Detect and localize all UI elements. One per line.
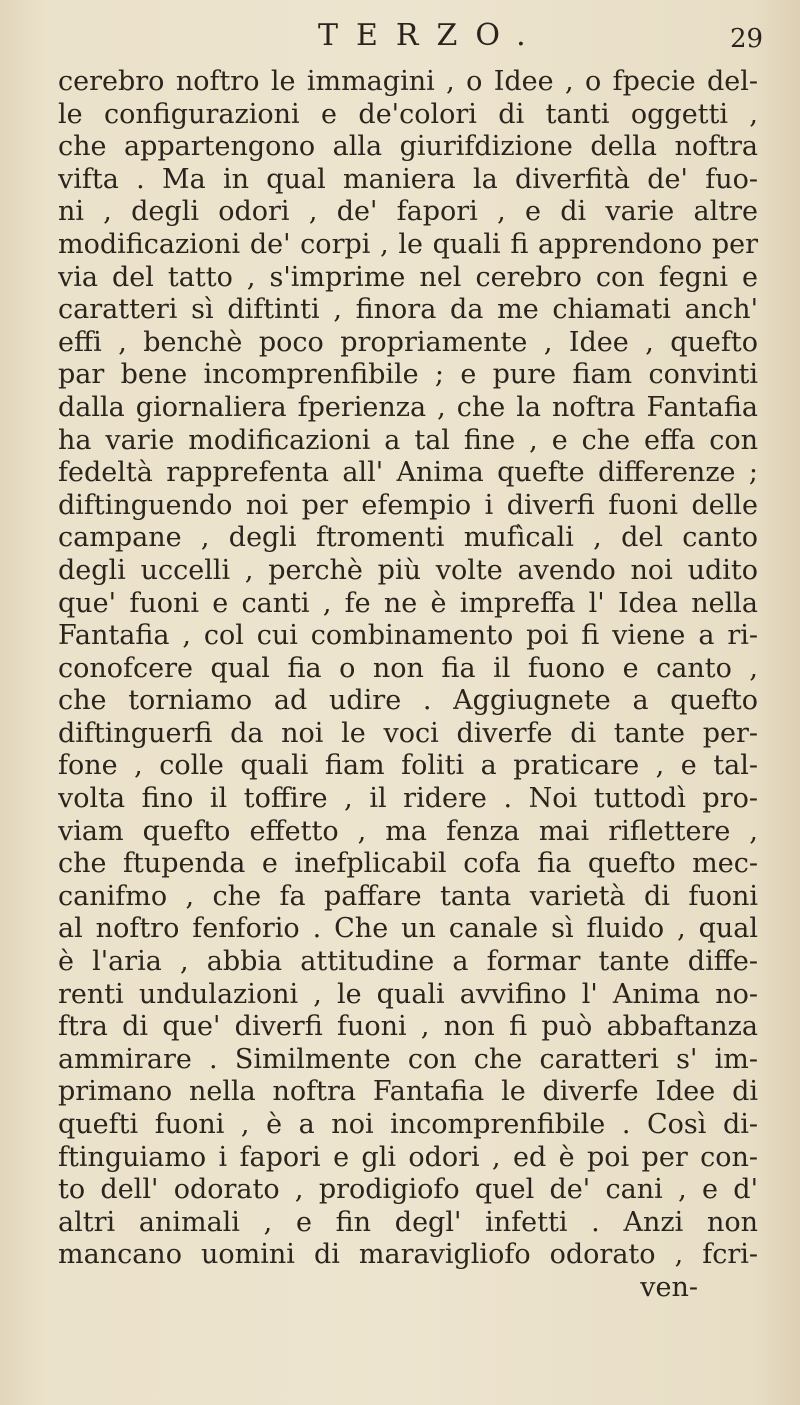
text-line: vifta . Ma in qual maniera la diverfità de' fuo- bbox=[58, 163, 758, 195]
text-line: ftinguiamo i fapori e gli odori , ed è poi per con- bbox=[58, 1141, 758, 1173]
text-line: primano nella noftra Fantafia le diverfe Idee di bbox=[58, 1076, 758, 1108]
text-line: mancano uomini di maravigliofo odorato , fcri- bbox=[58, 1239, 758, 1271]
text-line: ha varie modificazioni a tal fine , e che effa con bbox=[58, 424, 758, 456]
text-line: fone , colle quali fiam foliti a praticare , e tal- bbox=[58, 750, 758, 782]
text-line: fedeltà rapprefenta all' Anima quefte differenze ; bbox=[58, 457, 758, 489]
text-line: ammirare . Similmente con che caratteri s' im- bbox=[58, 1043, 758, 1075]
text-line: diftinguerfi da noi le voci diverfe di tante per- bbox=[58, 717, 758, 749]
text-line: ftra di que' diverfi fuoni , non fi può abbaftanza bbox=[58, 1011, 758, 1043]
text-line: modificazioni de' corpi , le quali fi apprendono per bbox=[58, 228, 758, 260]
text-line: cerebro noftro le immagini , o Idee , o fpecie del- bbox=[58, 66, 758, 97]
page-number: 29 bbox=[730, 24, 764, 54]
text-line: dalla giornaliera fperienza , che la noftra Fantafia bbox=[58, 391, 758, 423]
catchword: ven- bbox=[640, 1271, 698, 1303]
text-line: to dell' odorato , prodigiofo quel de' cani , e d' bbox=[58, 1174, 758, 1206]
text-line: canifmo , che fa paffare tanta varietà di fuoni bbox=[58, 880, 758, 912]
text-line: par bene incomprenfibile ; e pure fiam convinti bbox=[58, 359, 758, 391]
text-line: che appartengono alla giurifdizione della noftra bbox=[58, 131, 758, 163]
text-line: conofcere qual fia o non fia il fuono e canto , bbox=[58, 652, 758, 684]
text-line: al noftro fenforio . Che un canale sì fluido , qual bbox=[58, 913, 758, 945]
text-line: campane , degli ftromenti mufìcali , del canto bbox=[58, 522, 758, 554]
text-line: viam quefto effetto , ma fenza mai riflettere , bbox=[58, 815, 758, 847]
text-line: diftinguendo noi per efempio i diverfi fuoni delle bbox=[58, 489, 758, 521]
text-line: che torniamo ad udire . Aggiugnete a quefto bbox=[58, 685, 758, 717]
running-head bbox=[0, 18, 800, 62]
text-line: effi , benchè poco propriamente , Idee , quefto bbox=[58, 326, 758, 358]
text-line: renti undulazioni , le quali avvifino l' Anima no- bbox=[58, 978, 758, 1010]
body-text bbox=[58, 66, 758, 1305]
text-line: Fantafia , col cui combinamento poi fi viene a ri- bbox=[58, 620, 758, 652]
text-line: è l'aria , abbia attitudine a formar tante diffe- bbox=[58, 946, 758, 978]
text-line: degli uccelli , perchè più volte avendo noi udito bbox=[58, 554, 758, 586]
text-line: le configurazioni e de'colori di tanti oggetti , bbox=[58, 98, 758, 130]
text-line: che ftupenda e inefplicabil cofa fia quefto mec- bbox=[58, 848, 758, 880]
text-line: via del tatto , s'imprime nel cerebro con fegni e bbox=[58, 261, 758, 293]
text-line: ni , degli odori , de' fapori , e di varie altre bbox=[58, 196, 758, 228]
text-line: altri animali , e fin degl' infetti . Anzi non bbox=[58, 1206, 758, 1238]
text-line: caratteri sì diftinti , finora da me chiamati anch' bbox=[58, 294, 758, 326]
text-line: quefti fuoni , è a noi incomprenfibile . Così di- bbox=[58, 1109, 758, 1140]
text-line: volta fino il toffire , il ridere . Noi tuttodì pro- bbox=[58, 783, 758, 815]
text-line: que' fuoni e canti , fe ne è impreffa l' Idea nella bbox=[58, 587, 758, 619]
running-title: TERZO. bbox=[318, 18, 544, 53]
